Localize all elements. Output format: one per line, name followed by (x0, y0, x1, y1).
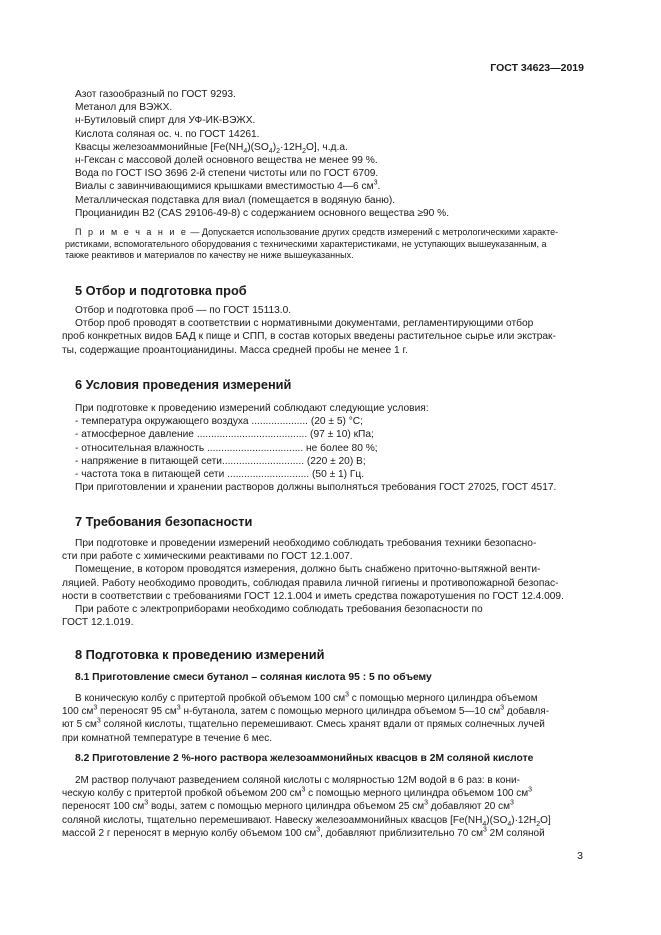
section-5-line: Отбор проб проводят в соответствии с нормативными документами, регламентирующими отбор (75, 318, 534, 330)
reagent-item: Вода по ГОСТ ISO 3696 2-й степени чистоты или по ГОСТ 6709. (75, 168, 379, 180)
section-5-body (62, 304, 584, 357)
section-8-1-line: ют 5 $см^3$ соляной кислоты, тщательно перемешивают. Смесь хранят вдали от прямых солнечных лучей (62, 718, 545, 731)
section-7-line: При работе с электроприборами необходимо соблюдать требования безопасности по (75, 604, 483, 616)
note-line: также реактивов и материалов по качеству не ниже вышеуказанных. (65, 250, 354, 261)
section-8-1-line: В коническую колбу с притертой пробкой объемом 100 $см^3$ с помощью мерного цилиндра объемом (75, 691, 538, 704)
section-8-1-line: 100 $см^3$ переносят 95 $см^3$ н-бутанола, затем с помощью мерного цилиндра объемом 5—10 $см^3$ добавля- (62, 704, 550, 718)
section-7-body (62, 537, 584, 629)
reagent-item: Азот газообразный по ГОСТ 9293. (75, 89, 236, 100)
section-7-line: Помещение, в котором проводятся измерения, должно быть снабжено приточно-вытяжной венти- (75, 564, 541, 576)
section-5-title: 5 Отбор и подготовка проб (75, 283, 247, 298)
note-block (65, 227, 584, 262)
section-7-line: ГОСТ 12.1.019. (62, 617, 134, 629)
reagent-item: Процианидин В2 (CAS 29106-49-8) с содержанием основного вещества ≥90 %. (75, 207, 450, 219)
reagent-item: Квасцы железоаммонийные $[Fe(NH_4)(SO_4)_2\cdot 12H_2O]$, ч.д.а. (75, 141, 348, 155)
section-8-1-line: при комнатной температуре в течение 6 мес. (62, 732, 272, 744)
standard-header: ГОСТ 34623—2019 (490, 62, 584, 74)
section-7-line: сти при работе с химическими реактивами по ГОСТ 12.1.007. (62, 551, 353, 563)
section-6-body (75, 402, 584, 494)
reagent-item: Кислота соляная ос. ч. по ГОСТ 14261. (75, 128, 260, 140)
reagents-list (75, 88, 584, 220)
section-8-2-line: 2М раствор получают разведением соляной кислоты с молярностью 12М водой в 6 раз: в кони- (75, 775, 520, 786)
reagent-item: н-Гексан с массовой долей основного вещества не менее 99 %. (75, 155, 378, 167)
condition-row: - относительная влажность .................................. не более 80 %; (75, 442, 378, 454)
section-7-title: 7 Требования безопасности (75, 514, 253, 529)
section-6-intro: При подготовке к проведению измерений соблюдают следующие условия: (75, 403, 429, 414)
section-6-title: 6 Условия проведения измерений (75, 377, 292, 392)
section-8-2-line: переносят 100 $см^3$ воды, затем с помощью мерного цилиндра объемом 25 $см^3$ добавляют 20 $см^3$ (62, 800, 514, 813)
condition-row: - напряжение в питающей сети............................. (220 ± 20) В; (75, 455, 366, 467)
note-line: — Допускается использование других средств измерений с метрологическими характе- (187, 227, 559, 237)
section-7-line: ности в соответствии с требованиями ГОСТ 12.1.004 и иметь средства пожаротушения по ГОСТ 12.4.009. (62, 590, 564, 602)
note-label: П р и м е ч а н и е (75, 227, 188, 237)
condition-row: - атмосферное давление ....................................... (97 ± 10) кПа; (75, 429, 374, 441)
section-8-2-line: соляной кислоты, тщательно перемешивают. Навеску железоаммонийных квасцов $[Fe(NH_4)(SO_4)\cdot 12H_2O]$ (62, 814, 551, 828)
section-8-2-line: массой 2 г переносят в мерную колбу объемом 100 $см^3$, добавляют приблизительно 70 $см^3$ 2М соляной (62, 826, 545, 839)
condition-row: - частота тока в питающей сети ............................. (50 ± 1) Гц. (75, 469, 365, 481)
condition-row: - температура окружающего воздуха .................... (20 ± 5) °С; (75, 416, 363, 428)
section-8-2-line: ческую колбу с притертой пробкой объемом 200 $см^3$ с помощью мерного цилиндра объемом 100 $см^3$ (62, 786, 533, 800)
section-5-line: ты, содержащие проантоцианидины. Масса средней пробы не менее 1 г. (62, 344, 408, 356)
section-5-line: Отбор и подготовка проб — по ГОСТ 15113.0. (75, 305, 292, 316)
section-7-line: ляцией. Работу необходимо проводить, соблюдая правила личной гигиены и противопожарной безопас- (62, 577, 559, 589)
reagent-item: Виалы с завинчивающимися крышками вместимостью 4—6 $см^3$. (75, 180, 381, 193)
section-8-2-body (62, 774, 584, 840)
reagent-item: н-Бутиловый спирт для УФ-ИК-ВЭЖХ. (75, 115, 256, 127)
section-8-1-title: 8.1 Приготовление смеси бутанол – соляная кислота 95 : 5 по объему (75, 672, 432, 683)
reagent-item: Металлическая подставка для виал (помещается в водяную баню). (75, 194, 396, 206)
section-8-2-title: 8.2 Приготовление 2 %-ного раствора железоаммонийных квасцов в 2М соляной кислоте (75, 753, 534, 764)
section-5-line: проб конкретных видов БАД к пище и СПП, в состав которых введены растительное сырье или экстрак- (62, 331, 556, 343)
section-7-line: При подготовке и проведении измерений необходимо соблюдать требования техники безопасно- (75, 538, 537, 549)
section-8-1-body (62, 691, 584, 745)
reagent-item: Метанол для ВЭЖХ. (75, 102, 173, 114)
note-line: ристиками, вспомогательного оборудования с техническими характеристиками, не уступающих вышеуказанным, а (65, 238, 547, 249)
section-6-outro: При приготовлении и хранении растворов должны выполняться требования ГОСТ 27025, ГОСТ 4517. (75, 482, 557, 494)
page-number: 3 (577, 850, 583, 862)
section-8-title: 8 Подготовка к проведению измерений (75, 647, 325, 662)
